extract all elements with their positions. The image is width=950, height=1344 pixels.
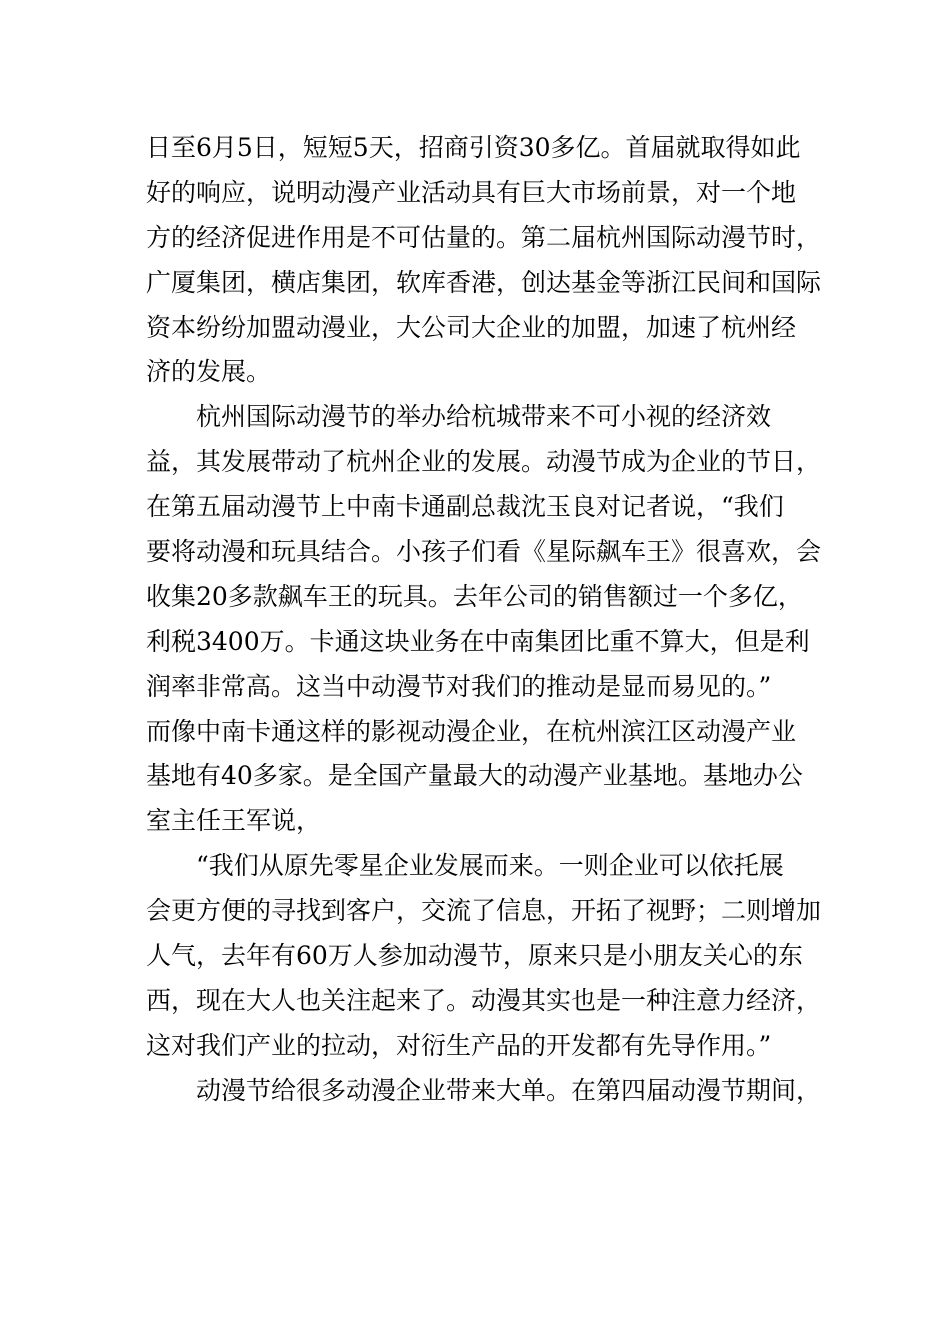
text-line: 资本纷纷加盟动漫业，大公司大企业的加盟，加速了杭州经	[146, 312, 797, 342]
text-line: 这对我们产业的拉动，对衍生产品的开发都有先导作用。”	[146, 1030, 772, 1060]
text-line: 润率非常高。这当中动漫节对我们的推动是显而易见的。”	[146, 671, 772, 701]
body-text	[146, 126, 826, 1114]
text-line: 利税3400万。卡通这块业务在中南集团比重不算大，但是利	[146, 626, 810, 656]
text-line: 在第五届动漫节上中南卡通副总裁沈玉良对记者说，“我们	[146, 492, 784, 522]
text-line: 益，其发展带动了杭州企业的发展。动漫节成为企业的节日，	[146, 447, 822, 477]
text-line: 日至6月5日，短短5天，招商引资30多亿。首届就取得如此	[146, 133, 801, 162]
text-line: 收集20多款飙车王的玩具。去年公司的销售额过一个多亿，	[146, 581, 803, 611]
text-line: 基地有40多家。是全国产量最大的动漫产业基地。基地办公	[146, 761, 803, 791]
text-line: 好的响应，说明动漫产业活动具有巨大市场前景，对一个地	[146, 177, 797, 207]
text-line: 广厦集团，横店集团，软库香港，创达基金等浙江民间和国际	[146, 267, 822, 297]
text-line: 室主任王军说，	[146, 806, 322, 836]
text-line: 人气，去年有60万人参加动漫节，原来只是小朋友关心的东	[146, 941, 803, 971]
text-line: 而像中南卡通这样的影视动漫企业，在杭州滨江区动漫产业	[146, 716, 797, 746]
text-line: 方的经济促进作用是不可估量的。第二届杭州国际动漫节时，	[146, 222, 822, 252]
paragraph-first-line: 杭州国际动漫节的举办给杭城带来不可小视的经济效	[196, 402, 772, 432]
paragraph-first-line: “我们从原先零星企业发展而来。一则企业可以依托展	[196, 851, 784, 881]
text-line: 济的发展。	[146, 357, 272, 387]
text-line: 西，现在大人也关注起来了。动漫其实也是一种注意力经济，	[146, 985, 822, 1015]
paragraph-first-line: 动漫节给很多动漫企业带来大单。在第四届动漫节期间，	[196, 1075, 822, 1105]
text-line: 会更方便的寻找到客户，交流了信息，开拓了视野；二则增加	[146, 896, 822, 926]
text-line: 要将动漫和玩具结合。小孩子们看《星际飙车王》很喜欢，会	[146, 537, 822, 567]
